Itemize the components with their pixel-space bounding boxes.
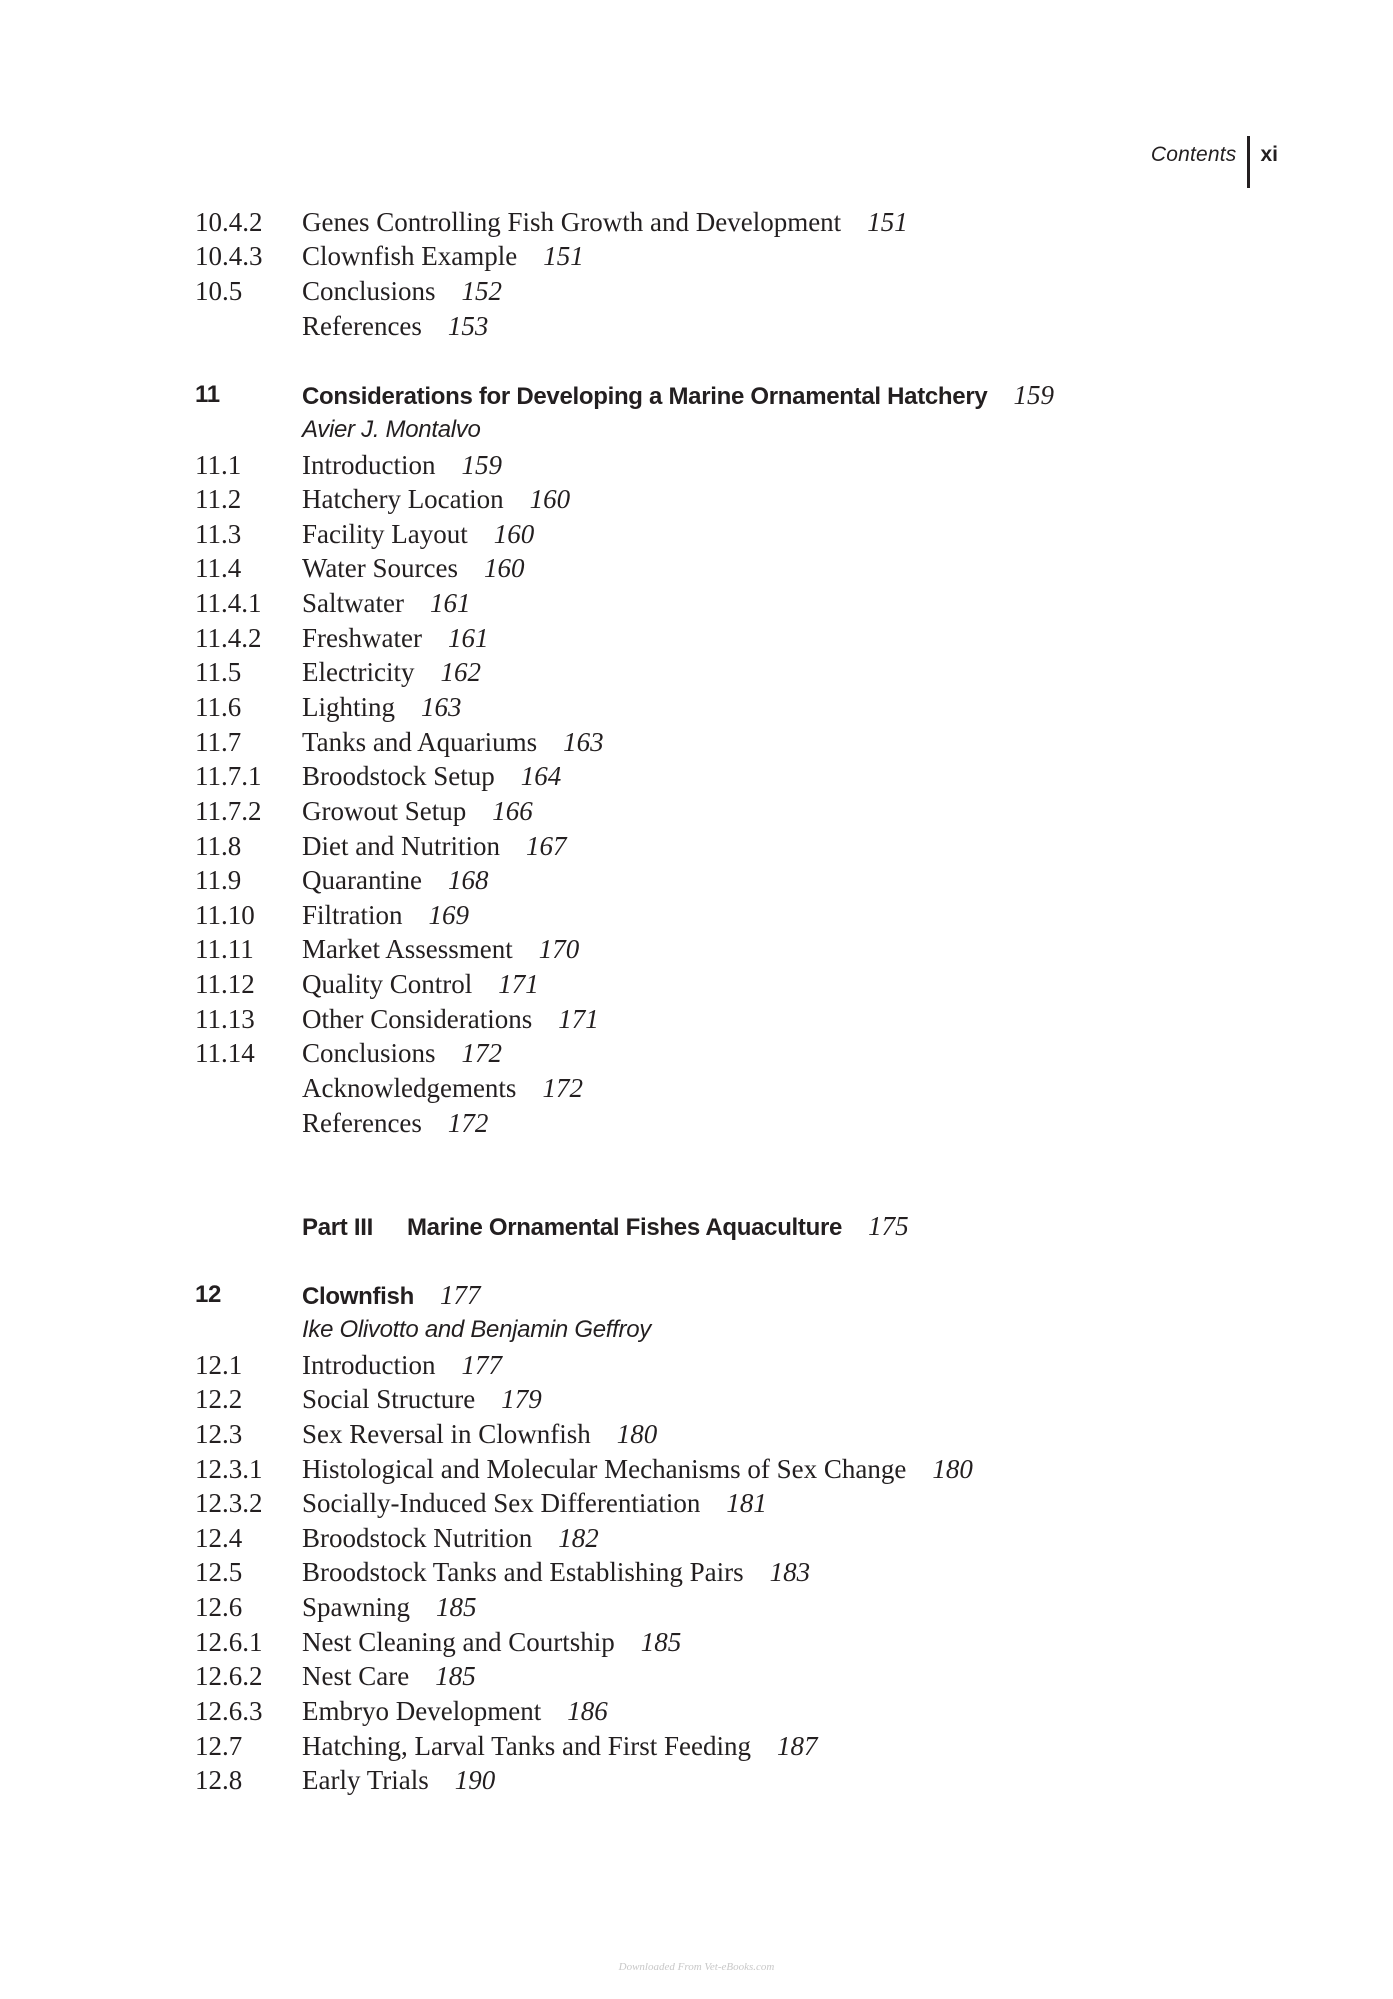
entry-title: Embryo Development xyxy=(302,1696,542,1726)
toc-entry[interactable] xyxy=(195,1071,1313,1105)
entry-title: Early Trials xyxy=(302,1765,429,1795)
header-divider xyxy=(1247,136,1250,188)
entry-page: 185 xyxy=(640,1627,682,1657)
entry-page: 190 xyxy=(454,1765,496,1795)
toc-entry[interactable] xyxy=(195,309,1313,343)
entry-page: 160 xyxy=(484,553,525,583)
entry-page: 179 xyxy=(501,1384,542,1414)
chapter-author: Ike Olivotto and Benjamin Geffroy xyxy=(302,1316,651,1343)
entry-title: Nest Care xyxy=(302,1661,410,1691)
entry-page: 170 xyxy=(538,934,580,964)
toc-entry[interactable] xyxy=(195,967,1313,1001)
entry-number: 12.3.1 xyxy=(195,1454,263,1484)
toc-entry[interactable] xyxy=(195,1694,1313,1728)
entry-page: 180 xyxy=(932,1454,973,1484)
entry-title: References xyxy=(302,311,422,341)
entry-page: 177 xyxy=(461,1350,502,1380)
entry-title: Acknowledgements xyxy=(302,1073,517,1103)
toc-entry[interactable] xyxy=(195,1002,1313,1036)
running-header xyxy=(1151,136,1278,188)
entry-number: 12.6.1 xyxy=(195,1627,263,1657)
entry-number: 11.6 xyxy=(195,692,242,722)
toc-entry[interactable] xyxy=(195,1590,1313,1624)
toc-entry[interactable] xyxy=(195,551,1313,585)
chapter-number: 11 xyxy=(195,381,220,408)
toc-entry[interactable] xyxy=(195,1763,1313,1797)
entry-title: Spawning xyxy=(302,1592,410,1622)
entry-title: Water Sources xyxy=(302,553,459,583)
entry-number: 11.5 xyxy=(195,657,242,687)
toc-entry[interactable] xyxy=(195,932,1313,966)
entry-title: Hatching, Larval Tanks and First Feeding xyxy=(302,1731,752,1761)
part-page: 175 xyxy=(868,1211,909,1241)
chapter-heading[interactable] xyxy=(195,1278,1313,1312)
entry-page: 182 xyxy=(558,1523,599,1553)
chapter-page: 177 xyxy=(439,1280,481,1310)
entry-page: 180 xyxy=(616,1419,658,1449)
entry-title: Histological and Molecular Mechanisms of Sex Change xyxy=(302,1454,907,1484)
chapter-author: Avier J. Montalvo xyxy=(302,416,481,443)
entry-number: 12.4 xyxy=(195,1523,243,1553)
entry-title: Quarantine xyxy=(302,865,422,895)
entry-page: 160 xyxy=(529,484,571,514)
entry-title: Social Structure xyxy=(302,1384,476,1414)
entry-number: 12.7 xyxy=(195,1731,243,1761)
entry-title: Hatchery Location xyxy=(302,484,504,514)
toc-entry[interactable] xyxy=(195,274,1313,308)
entry-number: 11.7.2 xyxy=(195,796,262,826)
part-title: Marine Ornamental Fishes Aquaculture xyxy=(406,1214,843,1241)
entry-page: 153 xyxy=(447,311,489,341)
entry-page: 185 xyxy=(436,1592,477,1622)
entry-number: 12.1 xyxy=(195,1350,243,1380)
entry-number: 11.2 xyxy=(195,484,242,514)
entry-page: 164 xyxy=(520,761,562,791)
entry-title: Broodstock Nutrition xyxy=(302,1523,533,1553)
header-page-number: xi xyxy=(1260,143,1278,166)
toc-entry[interactable] xyxy=(195,239,1313,273)
chapter-title: Considerations for Developing a Marine Ornamental Hatchery xyxy=(302,383,988,410)
entry-page: 166 xyxy=(492,796,533,826)
entry-page: 167 xyxy=(525,831,567,861)
entry-number: 11.4.1 xyxy=(195,588,262,618)
entry-title: Nest Cleaning and Courtship xyxy=(302,1627,615,1657)
header-label: Contents xyxy=(1150,143,1237,166)
toc-entry[interactable] xyxy=(195,205,1313,239)
toc-entry[interactable] xyxy=(195,1555,1313,1589)
entry-page: 152 xyxy=(461,276,503,306)
entry-page: 151 xyxy=(867,207,908,237)
toc-entry[interactable] xyxy=(195,690,1313,724)
entry-number: 11.12 xyxy=(195,969,255,999)
toc-entry[interactable] xyxy=(195,1625,1313,1659)
toc-entry[interactable] xyxy=(195,725,1313,759)
toc-entry[interactable] xyxy=(195,759,1313,793)
entry-title: Filtration xyxy=(302,900,403,930)
entry-title: Other Considerations xyxy=(302,1004,533,1034)
entry-page: 185 xyxy=(435,1661,476,1691)
entry-page: 186 xyxy=(567,1696,608,1726)
entry-title: Freshwater xyxy=(302,623,422,653)
toc-entry[interactable] xyxy=(195,794,1313,828)
entry-title: Saltwater xyxy=(302,588,404,618)
entry-number: 11.10 xyxy=(195,900,255,930)
entry-page: 171 xyxy=(558,1004,599,1034)
chapter-heading[interactable] xyxy=(195,378,1313,412)
entry-number: 11.14 xyxy=(195,1038,255,1068)
toc-entry[interactable] xyxy=(195,1382,1313,1416)
entry-page: 151 xyxy=(543,241,584,271)
entry-title: Genes Controlling Fish Growth and Development xyxy=(302,207,842,237)
entry-title: Market Assessment xyxy=(302,934,513,964)
toc-entry[interactable] xyxy=(195,1452,1313,1486)
toc-entry[interactable] xyxy=(195,1417,1313,1451)
entry-number: 12.2 xyxy=(195,1384,243,1414)
entry-page: 159 xyxy=(461,450,502,480)
entry-title: Conclusions xyxy=(302,276,436,306)
entry-title: Electricity xyxy=(302,657,415,687)
entry-title: Introduction xyxy=(302,450,436,480)
entry-number: 12.3 xyxy=(195,1419,243,1449)
entry-page: 183 xyxy=(769,1557,811,1587)
entry-page: 163 xyxy=(421,692,462,722)
toc-entry[interactable] xyxy=(195,517,1313,551)
toc-entry[interactable] xyxy=(195,621,1313,655)
entry-title: Tanks and Aquariums xyxy=(302,727,538,757)
entry-title: Facility Layout xyxy=(302,519,468,549)
entry-number: 12.6.3 xyxy=(195,1696,263,1726)
entry-title: Introduction xyxy=(302,1350,436,1380)
toc-entry[interactable] xyxy=(195,863,1313,897)
entry-number: 11.4 xyxy=(195,553,242,583)
entry-number: 11.4.2 xyxy=(195,623,262,653)
entry-number: 12.3.2 xyxy=(195,1488,263,1518)
entry-number: 11.3 xyxy=(195,519,242,549)
part-label: Part III xyxy=(302,1214,373,1241)
toc-entry[interactable] xyxy=(195,1659,1313,1693)
chapter-number: 12 xyxy=(195,1281,222,1308)
download-watermark: Downloaded From Vet-eBooks.com xyxy=(618,1961,775,1973)
entry-number: 12.5 xyxy=(195,1557,243,1587)
entry-number: 10.4.2 xyxy=(195,207,263,237)
entry-title: References xyxy=(302,1108,422,1138)
toc-entry[interactable] xyxy=(195,1348,1313,1382)
entry-number: 11.13 xyxy=(195,1004,255,1034)
entry-number: 12.6.2 xyxy=(195,1661,263,1691)
entry-title: Clownfish Example xyxy=(302,241,518,271)
entry-title: Diet and Nutrition xyxy=(302,831,500,861)
toc-entry[interactable] xyxy=(195,655,1313,689)
entry-title: Broodstock Tanks and Establishing Pairs xyxy=(302,1557,744,1587)
entry-number: 11.11 xyxy=(195,934,254,964)
entry-page: 172 xyxy=(461,1038,503,1068)
toc-entry[interactable] xyxy=(195,1521,1313,1555)
entry-page: 161 xyxy=(429,588,471,618)
toc-entry[interactable] xyxy=(195,1036,1313,1070)
entry-number: 10.5 xyxy=(195,276,243,306)
entry-page: 163 xyxy=(563,727,604,757)
entry-page: 172 xyxy=(542,1073,583,1103)
entry-title: Growout Setup xyxy=(302,796,467,826)
toc-entry[interactable] xyxy=(195,1106,1313,1140)
entry-page: 168 xyxy=(447,865,489,895)
entry-page: 171 xyxy=(498,969,539,999)
entry-title: Broodstock Setup xyxy=(302,761,495,791)
entry-number: 11.8 xyxy=(195,831,242,861)
entry-title: Quality Control xyxy=(302,969,473,999)
toc-entry[interactable] xyxy=(195,448,1313,482)
entry-number: 11.7.1 xyxy=(195,761,262,791)
entry-page: 160 xyxy=(493,519,535,549)
toc-entry[interactable] xyxy=(195,898,1313,932)
toc-entry[interactable] xyxy=(195,1486,1313,1520)
entry-page: 181 xyxy=(726,1488,767,1518)
entry-number: 11.7 xyxy=(195,727,242,757)
part-heading[interactable] xyxy=(302,1209,909,1243)
entry-page: 162 xyxy=(440,657,481,687)
entry-title: Lighting xyxy=(302,692,395,722)
entry-number: 12.8 xyxy=(195,1765,243,1795)
entry-number: 11.9 xyxy=(195,865,242,895)
chapter-page: 159 xyxy=(1013,380,1054,410)
entry-page: 172 xyxy=(447,1108,489,1138)
entry-page: 187 xyxy=(777,1731,818,1761)
toc-entry[interactable] xyxy=(195,482,1313,516)
entry-page: 169 xyxy=(428,900,469,930)
entry-title: Conclusions xyxy=(302,1038,436,1068)
entry-number: 11.1 xyxy=(195,450,242,480)
entry-title: Sex Reversal in Clownfish xyxy=(302,1419,591,1449)
entry-title: Socially-Induced Sex Differentiation xyxy=(302,1488,701,1518)
entry-number: 10.4.3 xyxy=(195,241,263,271)
toc-entry[interactable] xyxy=(195,1729,1313,1763)
toc-entry[interactable] xyxy=(195,829,1313,863)
toc-entry[interactable] xyxy=(195,586,1313,620)
entry-page: 161 xyxy=(447,623,489,653)
chapter-title: Clownfish xyxy=(302,1283,414,1310)
entry-number: 12.6 xyxy=(195,1592,243,1622)
